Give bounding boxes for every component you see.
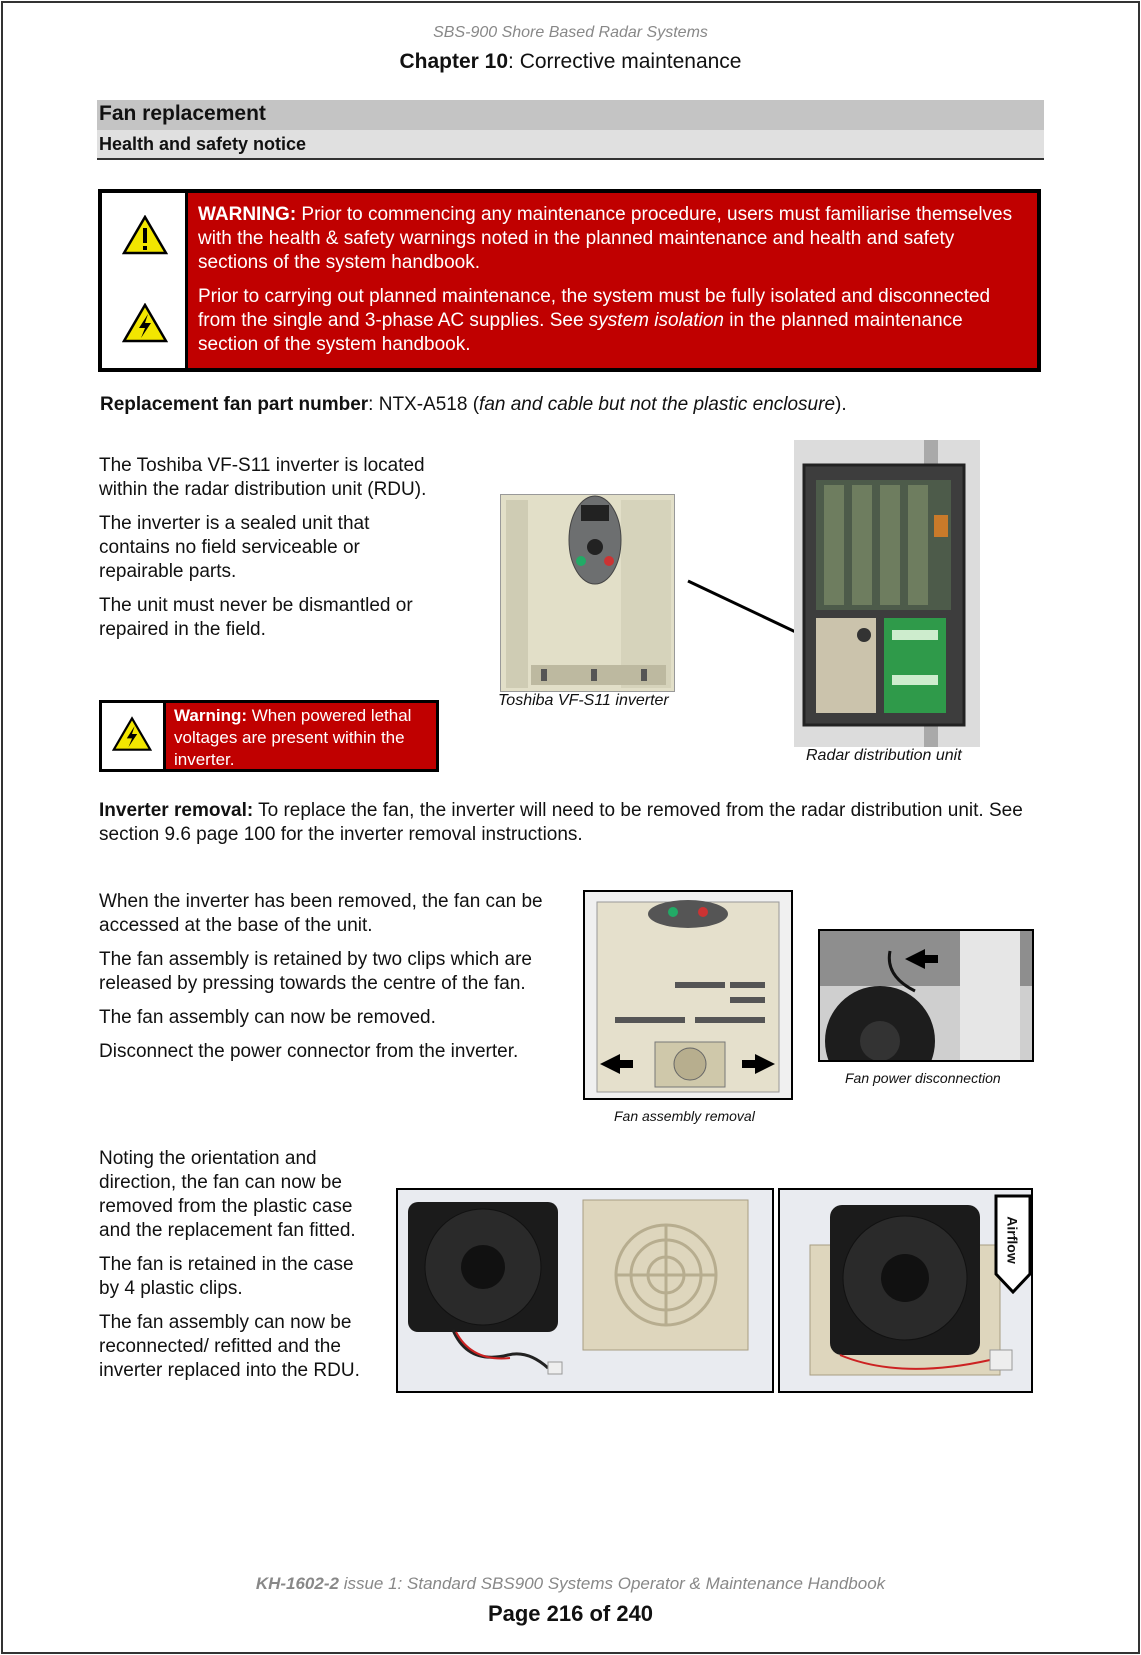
warning-icon-column [102, 193, 188, 368]
warning-text-2a: Prior to carrying out planned maintenance, the system must be fully isolated and disconnected from the single and 3-phase AC supplies. See [198, 286, 991, 331]
warning-label: WARNING: [198, 204, 297, 225]
fan-steps-text [99, 1147, 369, 1393]
safety-warning-box [98, 189, 1041, 372]
part-number-value: : NTX-A518 ( [368, 394, 480, 415]
part-number-label: Replacement fan part number [100, 394, 369, 415]
airflow-label-wrap [996, 1202, 1030, 1278]
warning-text [188, 193, 1037, 368]
fan-assembly-illustration [585, 892, 791, 1098]
intro-text [99, 454, 429, 652]
fan-and-case-photo [396, 1188, 774, 1393]
section-title: Fan replacement [97, 100, 1044, 130]
intro-paragraph: The inverter is a sealed unit that contains no field serviceable or repairable parts. [99, 513, 370, 582]
electrical-hazard-icon [122, 303, 168, 343]
fitted-fan-photo [778, 1188, 1033, 1393]
inverter-removal-label: Inverter removal: [99, 800, 254, 821]
warning-paragraph-1 [198, 203, 1027, 275]
part-number-end: ). [835, 394, 847, 415]
footer-document [0, 1574, 1141, 1594]
fan-step: The fan is retained in the case by 4 plastic clips. [99, 1254, 354, 1299]
header-chapter [0, 50, 1141, 74]
warning-paragraph-2 [198, 285, 1027, 357]
footer-page-number: Page 216 of 240 [487, 1601, 654, 1626]
warning-text-1: Prior to commencing any maintenance procedure, users must familiarise themselves with the health & safety warnings noted in the planned maintenance and health and safety sections of the system handbook. [198, 204, 1013, 273]
chapter-title: : Corrective maintenance [508, 50, 742, 73]
removal-steps-text [99, 890, 559, 1074]
intro-paragraph: The Toshiba VF-S11 inverter is located within the radar distribution unit (RDU). [99, 455, 427, 500]
warning-text-2-italic: system isolation [588, 310, 724, 331]
part-number-note: fan and cable but not the plastic enclosure [479, 394, 836, 415]
section-subtitle: Health and safety notice [97, 130, 1044, 160]
rdu-caption: Radar distribution unit [806, 747, 962, 764]
removal-step: The fan assembly can now be removed. [99, 1007, 436, 1028]
footer-doc-id: KH-1602-2 [255, 1574, 339, 1593]
inverter-voltage-warning [99, 700, 439, 772]
warning-text-2b: in the planned maintenance section of the system handbook. [198, 310, 963, 355]
small-warning-body: When powered lethal voltages are present within the inverter. [174, 706, 412, 769]
airflow-label: Airflow [1005, 1216, 1022, 1264]
fan-power-photo [818, 929, 1034, 1062]
fan-step: The fan assembly can now be reconnected/ refitted and the inverter replaced into the RDU. [99, 1312, 360, 1381]
rdu-photo [794, 440, 980, 747]
fan-step: Noting the orientation and direction, the fan can now be removed from the plastic case and the replacement fan fitted. [99, 1148, 356, 1241]
intro-paragraph: The unit must never be dismantled or repaired in the field. [99, 595, 413, 640]
small-warning-label: Warning: [174, 706, 248, 725]
fan-assembly-caption: Fan assembly removal [614, 1108, 755, 1124]
removal-step: The fan assembly is retained by two clips which are released by pressing towards the centre of the fan. [99, 949, 532, 994]
inverter-removal-paragraph [99, 799, 1039, 847]
inverter-photo [500, 494, 675, 692]
fan-assembly-photo [583, 890, 793, 1100]
part-number-line [100, 394, 1040, 416]
fan-power-caption: Fan power disconnection [845, 1070, 1001, 1086]
fan-and-case-illustration [398, 1190, 772, 1391]
small-warning-text [166, 703, 436, 769]
fan-power-illustration [820, 931, 1032, 1060]
rdu-illustration [794, 440, 980, 747]
footer-doc-title: issue 1: Standard SBS900 Systems Operator & Maintenance Handbook [338, 1574, 886, 1593]
electrical-hazard-icon [112, 716, 152, 752]
caution-triangle-icon [122, 215, 168, 255]
inverter-caption: Toshiba VF-S11 inverter [498, 692, 669, 709]
inverter-illustration [501, 495, 675, 692]
small-warning-icon-cell [102, 703, 166, 769]
inverter-removal-text: To replace the fan, the inverter will need to be removed from the radar distribution unit. See section 9.6 page 100 for the inverter removal instructions. [99, 800, 1023, 845]
removal-step: Disconnect the power connector from the inverter. [99, 1041, 519, 1062]
chapter-label: Chapter 10 [399, 50, 509, 73]
header-system-name: SBS-900 Shore Based Radar Systems [433, 24, 708, 41]
removal-step: When the inverter has been removed, the fan can be accessed at the base of the unit. [99, 891, 543, 936]
